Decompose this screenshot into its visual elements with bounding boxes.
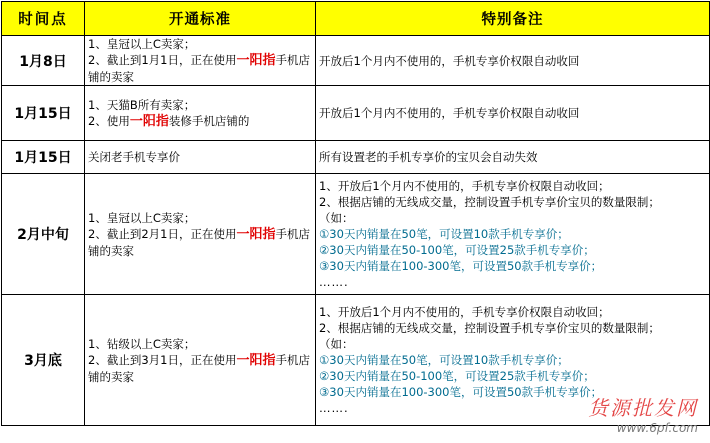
watermark-url: www.6pf.com bbox=[616, 421, 698, 435]
standard-text: 手机店铺的卖家 bbox=[88, 226, 310, 258]
watermark-title: 货源批发网 bbox=[588, 396, 698, 420]
note-tier: ③30天内销量在100-300笔，可设置50款手机专享价； bbox=[319, 259, 603, 273]
standard-line bbox=[88, 53, 310, 84]
note-line: （如： bbox=[319, 337, 354, 351]
schedule-table bbox=[1, 1, 710, 426]
standard-line bbox=[88, 113, 312, 130]
standard-text: 2、使用 bbox=[88, 113, 130, 128]
standard-line: 1、皇冠以上C卖家； bbox=[88, 37, 196, 51]
row-date: 1月15日 bbox=[2, 141, 85, 174]
table-row bbox=[2, 295, 710, 426]
row-standard bbox=[85, 36, 316, 86]
standard-text: 2、截止到2月1日，正在使用 bbox=[88, 226, 237, 241]
note-ellipsis: ……. bbox=[319, 275, 349, 289]
row-standard bbox=[85, 86, 316, 141]
row-note bbox=[316, 295, 710, 426]
standard-text: 手机店铺的卖家 bbox=[88, 352, 310, 384]
header-date: 时间点 bbox=[2, 2, 85, 36]
header-note: 特别备注 bbox=[316, 2, 710, 36]
standard-line bbox=[88, 353, 310, 384]
row-standard bbox=[85, 174, 316, 295]
standard-text: 手机店铺的卖家 bbox=[88, 53, 310, 84]
highlight-product: 一阳指 bbox=[236, 53, 276, 68]
row-standard bbox=[85, 295, 316, 426]
standard-text: 2、截止到1月1日，正在使用 bbox=[88, 53, 237, 67]
header-standard: 开通标准 bbox=[85, 2, 316, 36]
table-row bbox=[2, 36, 710, 86]
highlight-product: 一阳指 bbox=[236, 226, 276, 242]
note-tier: ②30天内销量在50-100笔，可设置25款手机专享价； bbox=[319, 243, 595, 257]
note-tier: ②30天内销量在50-100笔，可设置25款手机专享价； bbox=[319, 369, 595, 383]
highlight-product: 一阳指 bbox=[236, 352, 276, 368]
standard-text: 2、截止到3月1日，正在使用 bbox=[88, 352, 237, 367]
note-tier: ①30天内销量在50笔，可设置10款手机专享价； bbox=[319, 227, 569, 241]
row-date: 1月8日 bbox=[2, 36, 85, 86]
standard-text: 装修手机店铺的 bbox=[168, 113, 250, 128]
row-note bbox=[316, 174, 710, 295]
note-line: 1、开放后1个月内不使用的，手机专享价权限自动收回； bbox=[319, 305, 610, 319]
note-line: 2、根据店铺的无线成交量，控制设置手机专享价宝贝的数量限制； bbox=[319, 195, 660, 209]
table-row bbox=[2, 174, 710, 295]
row-date: 2月中旬 bbox=[2, 174, 85, 295]
row-note: 开放后1个月内不使用的，手机专享价权限自动收回 bbox=[316, 36, 710, 86]
header-row bbox=[2, 2, 710, 36]
table-row bbox=[2, 86, 710, 141]
note-line: （如： bbox=[319, 211, 354, 225]
standard-line: 1、天猫B所有卖家； bbox=[88, 97, 196, 112]
standard-line: 1、钻级以上C卖家； bbox=[88, 336, 196, 351]
note-line: 1、开放后1个月内不使用的，手机专享价权限自动收回； bbox=[319, 179, 610, 193]
highlight-product: 一阳指 bbox=[129, 113, 169, 129]
note-tier: ①30天内销量在50笔，可设置10款手机专享价； bbox=[319, 353, 569, 367]
note-ellipsis: ……. bbox=[319, 401, 349, 415]
note-tier: ③30天内销量在100-300笔，可设置50款手机专享价； bbox=[319, 385, 603, 399]
row-standard: 关闭老手机专享价 bbox=[85, 141, 316, 174]
row-date: 3月底 bbox=[2, 295, 85, 426]
table-row bbox=[2, 141, 710, 174]
standard-line bbox=[88, 227, 310, 258]
standard-line: 1、皇冠以上C卖家； bbox=[88, 210, 196, 225]
row-date: 1月15日 bbox=[2, 86, 85, 141]
note-line: 2、根据店铺的无线成交量，控制设置手机专享价宝贝的数量限制； bbox=[319, 321, 660, 335]
row-note: 所有设置老的手机专享价的宝贝会自动失效 bbox=[316, 141, 710, 174]
row-note: 开放后1个月内不使用的，手机专享价权限自动收回 bbox=[316, 86, 710, 141]
